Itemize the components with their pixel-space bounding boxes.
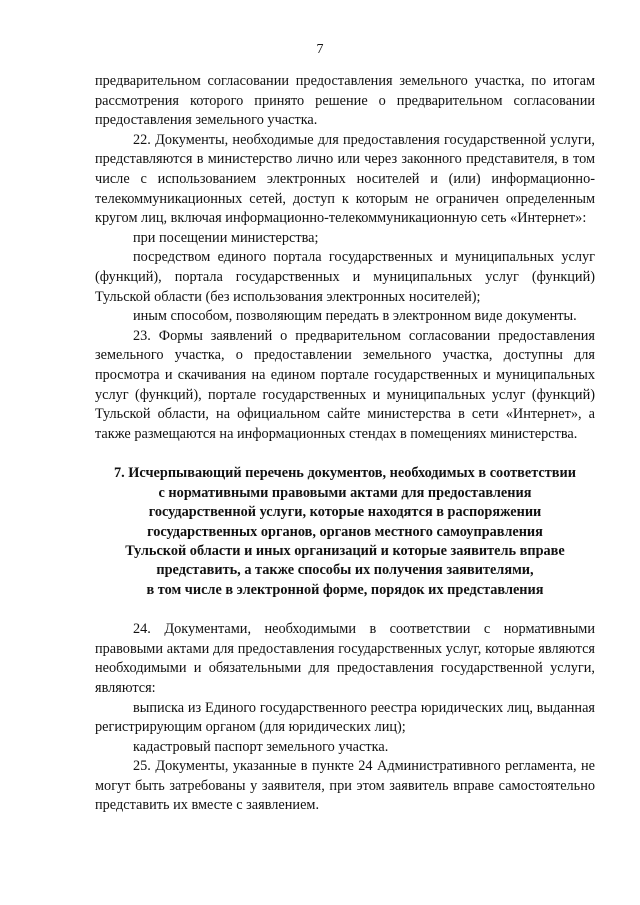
section-heading-line: в том числе в электронной форме, порядок их представления (146, 581, 544, 598)
paragraph-22-item-visit: при посещении министерства; (133, 229, 319, 246)
paragraph-24: 24. Документами, необходимыми в соответствии с нормативными правовыми актами для предоставления государственных услуг, которые являются необходимыми и обязательными для предоставления государственной услуги, являются: (95, 621, 595, 696)
section-heading-line: государственной услуги, которые находятся в распоряжении (148, 504, 542, 521)
paragraph-continuation: предварительном согласовании предоставления земельного участка, по итогам рассмотрения которого принято решение о предварительном согласовании предоставления земельного участка. (95, 73, 595, 129)
paragraphs-bottom (95, 620, 595, 816)
paragraphs-top (95, 72, 595, 444)
paragraph-24-item-egrul: выписка из Единого государственного реестра юридических лиц, выданная регистрирующим органом (для юридических лиц); (95, 699, 595, 736)
page-number: 7 (316, 42, 324, 57)
document-body (95, 72, 595, 816)
section-heading-line: Тульской области и иных организаций и которые заявитель вправе (125, 542, 565, 559)
paragraph-24-item-cadastral: кадастровый паспорт земельного участка. (133, 738, 389, 755)
paragraph-23: 23. Формы заявлений о предварительном согласовании предоставления земельного участка, о предоставлении земельного участка, доступны для просмотра и скачивания на едином портале государственных и муниципальных услуг (функций), портале государственных и муниципальных услуг (функций) Тульской области, на официальном сайте министерства в сети «Интернет», а также размещаются на информационных стендах в помещениях министерства. (95, 327, 595, 442)
section-heading-line: представить, а также способы их получения заявителями, (156, 562, 534, 579)
section-heading-line: государственных органов, органов местного самоуправления (147, 523, 543, 540)
paragraph-22-item-portal: посредством единого портала государственных и муниципальных услуг (функций), портала государственных и муниципальных услуг (функций) Тульской области (без использования электронных носителей); (95, 249, 595, 305)
paragraph-22: 22. Документы, необходимые для предоставления государственной услуги, представляются в министерство лично или через законного представителя, в том числе с использованием электронных носителей и (или) информационно-телекоммуникационных сетей, доступ к которым не ограничен определенным кругом лиц, включая информационно-телекоммуникационную сеть «Интернет»: (95, 131, 595, 227)
section-heading-line: 7. Исчерпывающий перечень документов, необходимых в соответствии (113, 465, 577, 482)
paragraph-22-item-other: иным способом, позволяющим передать в электронном виде документы. (133, 308, 577, 325)
section-heading-line: с нормативными правовыми актами для предоставления (158, 484, 532, 501)
section-heading (95, 464, 595, 600)
paragraph-25: 25. Документы, указанные в пункте 24 Административного регламента, не могут быть затребованы у заявителя, при этом заявитель вправе самостоятельно представить их вместе с заявлением. (95, 758, 595, 814)
